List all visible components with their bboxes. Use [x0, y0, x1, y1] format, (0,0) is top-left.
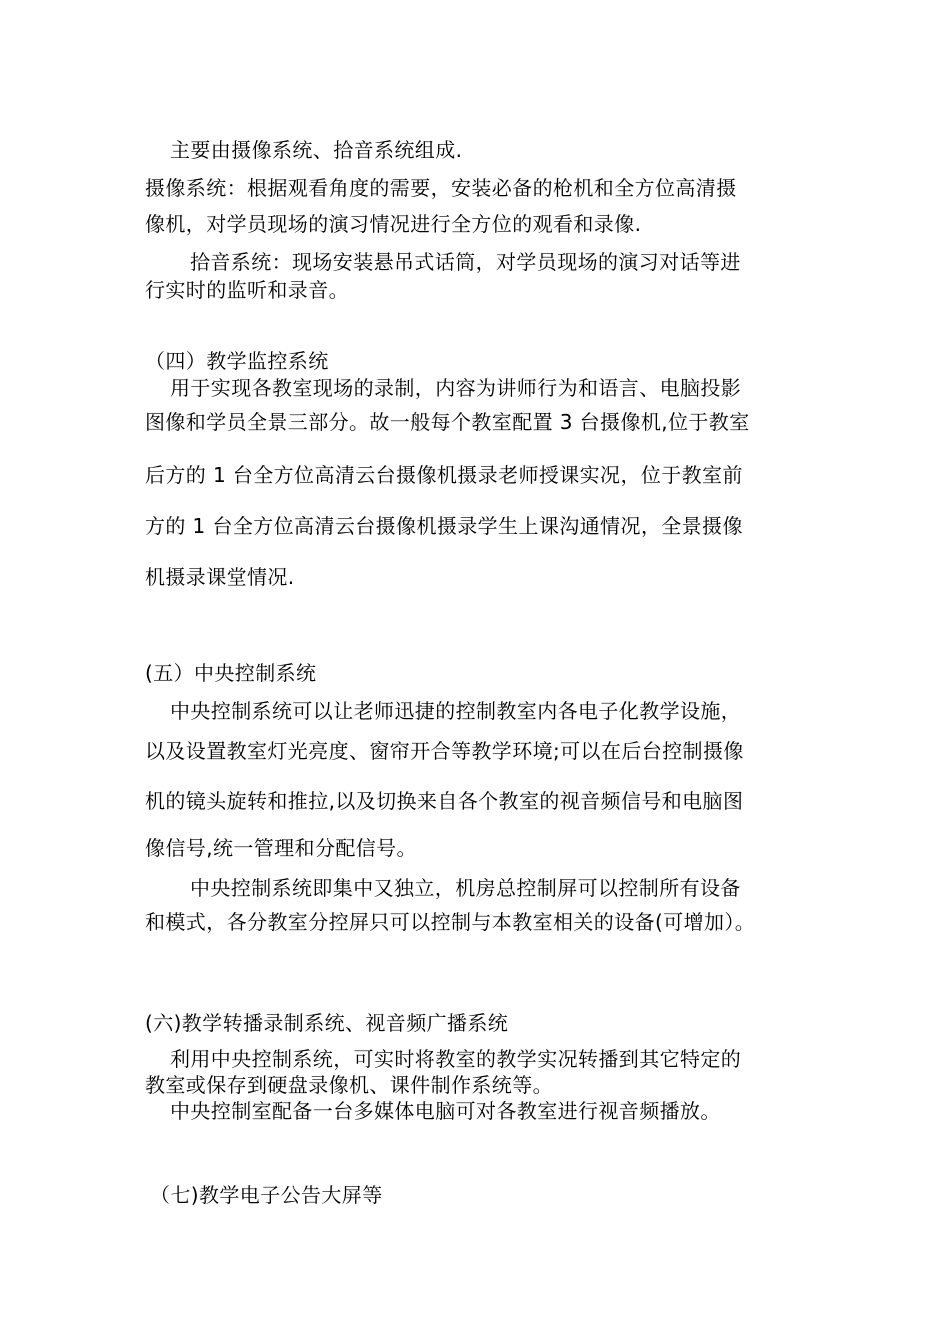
paragraph-line: 中央控制系统可以让老师迅捷的控制教室内各电子化教学设施，	[170, 699, 742, 723]
paragraph-line: 和模式，各分教室分控屏只可以控制与本教室相关的设备(可增加）。	[145, 910, 756, 934]
paragraph-line: 用于实现各教室现场的录制，内容为讲师行为和语言、电脑投影	[170, 376, 742, 400]
paragraph-line: 行实时的监听和录音。	[145, 278, 349, 302]
paragraph-line: 拾音系统：现场安装悬吊式话筒，对学员现场的演习对话等进	[190, 250, 741, 274]
paragraph-line: 中央控制室配备一台多媒体电脑可对各教室进行视音频播放。	[170, 1099, 721, 1123]
paragraph-line: 教室或保存到硬盘录像机、课件制作系统等。	[145, 1073, 553, 1097]
paragraph-line: 方的 1 台全方位高清云台摄像机摄录学生上课沟通情况，全景摄像	[145, 514, 743, 538]
section-heading: (六)教学转播录制系统、视音频广播系统	[145, 1011, 509, 1035]
paragraph-line: 摄像系统：根据观看角度的需要，安装必备的枪机和全方位高清摄	[145, 176, 737, 200]
paragraph-line: 机的镜头旋转和推拉,以及切换来自各个教室的视音频信号和电脑图	[145, 789, 744, 813]
paragraph-line: 主要由摄像系统、拾音系统组成.	[170, 138, 463, 162]
paragraph-line: 以及设置教室灯光亮度、窗帘开合等教学环境;可以在后台控制摄像	[145, 739, 744, 763]
section-heading: （七)教学电子公告大屏等	[150, 1183, 383, 1207]
paragraph-line: 后方的 1 台全方位高清云台摄像机摄录老师授课实况，位于教室前	[145, 463, 743, 487]
paragraph-line: 图像和学员全景三部分。故一般每个教室配置 3 台摄像机,位于教室	[145, 410, 750, 434]
paragraph-line: 像机，对学员现场的演习情况进行全方位的观看和录像.	[145, 212, 642, 236]
section-heading: (五）中央控制系统	[145, 661, 317, 685]
paragraph-line: 利用中央控制系统，可实时将教室的教学实况转播到其它特定的	[170, 1047, 742, 1071]
paragraph-line: 机摄录课堂情况.	[145, 565, 295, 589]
paragraph-line: 中央控制系统即集中又独立，机房总控制屏可以控制所有设备	[190, 876, 741, 900]
paragraph-line: 像信号,统一管理和分配信号。	[145, 836, 417, 860]
section-heading: （四）教学监控系统	[145, 349, 329, 373]
